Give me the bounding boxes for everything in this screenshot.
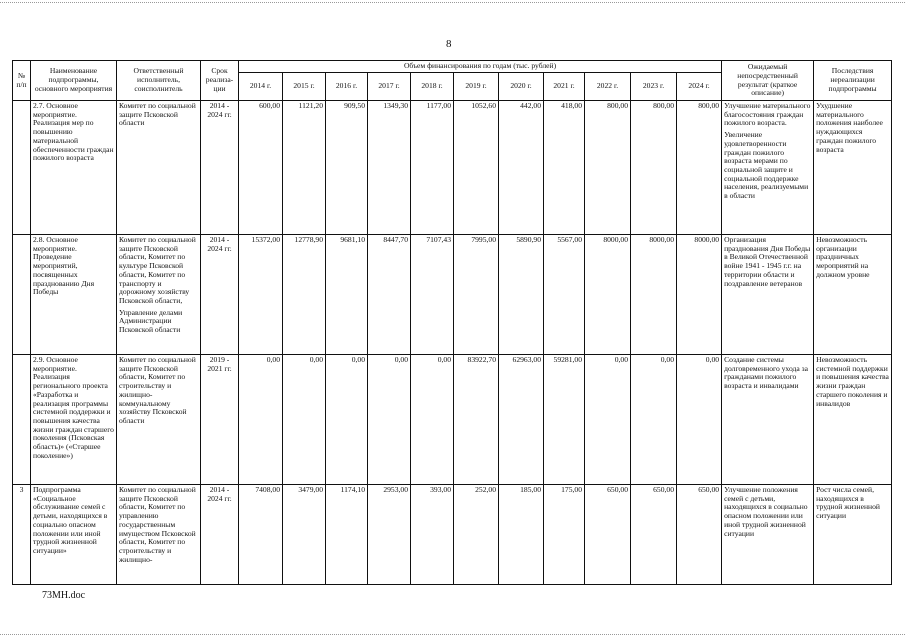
header-funding: Объем финансирования по годам (тыс. рублей)	[239, 61, 722, 73]
table-row	[13, 355, 892, 485]
header-name: Наименование подпрограммы, основного мероприятия	[31, 61, 117, 101]
responsible-line: Комитет по социальной защите Псковской области, Комитет по управлению государственным имуществом Псковской области, Комитет по строительству и жилищно-	[119, 485, 196, 564]
row-value: 3479,00	[283, 485, 326, 585]
header-result: Ожидаемый непосредственный результат (краткое описание)	[722, 61, 814, 101]
header-no: № п/п	[13, 61, 31, 101]
row-responsible	[117, 485, 201, 585]
result-line: Создание системы долговременного ухода за гражданами пожилого возраста и инвалидами	[724, 355, 809, 391]
responsible-line: Комитет по социальной защите Псковской области	[119, 101, 196, 128]
row-period: 2014 - 2024 гг.	[201, 101, 239, 235]
row-value: 62963,00	[499, 355, 544, 485]
row-value: 0,00	[411, 355, 454, 485]
row-value: 12778,90	[283, 235, 326, 355]
row-consequences: Рост числа семей, находящихся в трудной жизненной ситуации	[814, 485, 892, 585]
row-value: 393,00	[411, 485, 454, 585]
row-value: 650,00	[677, 485, 722, 585]
row-value: 0,00	[368, 355, 411, 485]
header-year: 2019 г.	[454, 73, 499, 101]
header-year: 2018 г.	[411, 73, 454, 101]
row-value: 2953,00	[368, 485, 411, 585]
result-line: Улучшение материального благосостояния граждан пожилого возраста.	[724, 101, 811, 128]
row-no	[13, 355, 31, 485]
funding-table	[12, 60, 892, 585]
row-value: 8447,70	[368, 235, 411, 355]
row-value: 8000,00	[585, 235, 631, 355]
table-row	[13, 101, 892, 235]
header-responsible: Ответственный исполнитель, соисполнитель	[117, 61, 201, 101]
row-value: 1121,20	[283, 101, 326, 235]
header-year: 2015 г.	[283, 73, 326, 101]
row-value: 650,00	[631, 485, 677, 585]
row-result	[722, 101, 814, 235]
row-value: 7408,00	[239, 485, 283, 585]
table-row	[13, 485, 892, 585]
row-value: 650,00	[585, 485, 631, 585]
row-value: 800,00	[677, 101, 722, 235]
header-year: 2021 г.	[544, 73, 585, 101]
header-year: 2016 г.	[326, 73, 368, 101]
row-value: 5567,00	[544, 235, 585, 355]
result-line: Улучшение положения семей с детьми, находящихся в социально опасном положении или иной трудной жизненной ситуации	[724, 485, 808, 538]
row-name: Подпрограмма «Социальное обслуживание семей с детьми, находящихся в социально опасном положении или иной трудной жизненной ситуации»	[31, 485, 117, 585]
row-value: 9681,10	[326, 235, 368, 355]
row-value: 1349,30	[368, 101, 411, 235]
row-result	[722, 485, 814, 585]
scan-bottom-edge	[0, 634, 905, 635]
row-name: 2.9. Основное мероприятие. Реализация регионального проекта «Разработка и реализация программы системной поддержки и повышения качества жизни граждан старшего поколения (Псковская область)» («Старшее поколение»)	[31, 355, 117, 485]
row-value: 0,00	[631, 355, 677, 485]
row-value: 800,00	[631, 101, 677, 235]
header-year: 2022 г.	[585, 73, 631, 101]
row-value: 185,00	[499, 485, 544, 585]
row-value: 7995,00	[454, 235, 499, 355]
header-year: 2017 г.	[368, 73, 411, 101]
result-line: Организация празднования Дня Победы в Великой Отечественной войне 1941 - 1945 г.г. на территории области и поздравление ветеранов	[724, 235, 811, 288]
header-year: 2023 г.	[631, 73, 677, 101]
row-value: 15372,00	[239, 235, 283, 355]
scan-top-edge	[0, 2, 905, 3]
row-no	[13, 235, 31, 355]
row-value: 7107,43	[411, 235, 454, 355]
row-value: 8000,00	[677, 235, 722, 355]
row-responsible	[117, 355, 201, 485]
row-consequences: Невозможность организации праздничных мероприятий на должном уровне	[814, 235, 892, 355]
row-value: 8000,00	[631, 235, 677, 355]
row-result	[722, 355, 814, 485]
row-consequences: Ухудшение материального положения наиболее нуждающихся граждан пожилого возраста	[814, 101, 892, 235]
row-period: 2019 - 2021 гг.	[201, 355, 239, 485]
row-value: 0,00	[326, 355, 368, 485]
row-value: 1174,10	[326, 485, 368, 585]
row-period: 2014 - 2024 гг.	[201, 485, 239, 585]
row-no: 3	[13, 485, 31, 585]
row-period: 2014 - 2024 гг.	[201, 235, 239, 355]
header-year: 2024 г.	[677, 73, 722, 101]
row-no	[13, 101, 31, 235]
row-value: 418,00	[544, 101, 585, 235]
row-value: 442,00	[499, 101, 544, 235]
row-consequences: Невозможность системной поддержки и повышения качества жизни граждан старшего поколения и инвалидов	[814, 355, 892, 485]
row-name: 2.8. Основное мероприятие. Проведение мероприятий, посвященных празднованию Дня Победы	[31, 235, 117, 355]
row-value: 1052,60	[454, 101, 499, 235]
row-value: 1177,00	[411, 101, 454, 235]
row-value: 0,00	[283, 355, 326, 485]
row-responsible	[117, 235, 201, 355]
row-responsible	[117, 101, 201, 235]
row-value: 0,00	[239, 355, 283, 485]
header-year: 2020 г.	[499, 73, 544, 101]
header-period: Срок реализа- ции	[201, 61, 239, 101]
row-value: 0,00	[585, 355, 631, 485]
row-value: 909,50	[326, 101, 368, 235]
row-value: 59281,00	[544, 355, 585, 485]
row-value: 175,00	[544, 485, 585, 585]
row-value: 83922,70	[454, 355, 499, 485]
row-value: 252,00	[454, 485, 499, 585]
page-number: 8	[446, 38, 452, 50]
row-value: 800,00	[585, 101, 631, 235]
row-value: 0,00	[677, 355, 722, 485]
row-value: 5890,90	[499, 235, 544, 355]
row-value: 600,00	[239, 101, 283, 235]
responsible-line: Комитет по социальной защите Псковской области, Комитет по культуре Псковской области, Комитет по транспорту и дорожному хозяйству Псковской области,	[119, 235, 196, 306]
header-consequences: Последствия нереализации подпрограммы	[814, 61, 892, 101]
responsible-line: Управление делами Администрации Псковской области	[119, 307, 183, 335]
responsible-line: Комитет по социальной защите Псковской области, Комитет по строительству и жилищно-коммунальному хозяйству Псковской области	[119, 355, 196, 426]
row-name: 2.7. Основное мероприятие. Реализация мер по повышению материальной обеспеченности граждан пожилого возраста	[31, 101, 117, 235]
footer-filename: 73MH.doc	[42, 590, 86, 601]
header-year: 2014 г.	[239, 73, 283, 101]
row-result	[722, 235, 814, 355]
result-line: Увеличение удовлетворенности граждан пожилого возраста мерами по социальной защите и социальной поддержке населения, реализуемыми в области	[724, 130, 809, 201]
table-row	[13, 235, 892, 355]
